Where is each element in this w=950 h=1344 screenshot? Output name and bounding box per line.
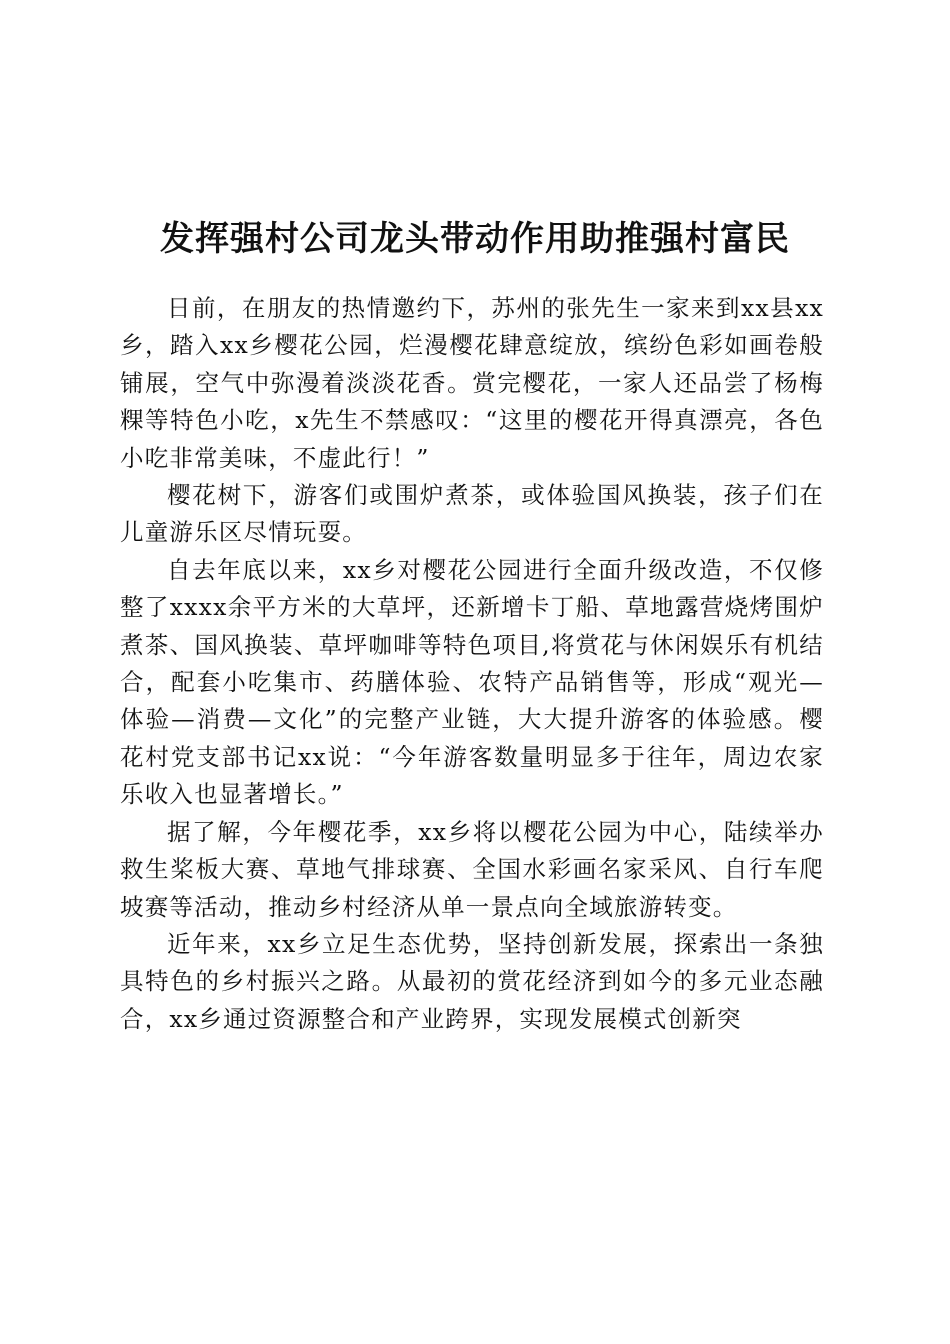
paragraph-1: 日前，在朋友的热情邀约下，苏州的张先生一家来到xx县xx乡，踏入xx乡樱花公园，烂漫樱花肆意绽放，缤纷色彩如画卷般铺展，空气中弥漫着淡淡花香。赏完樱花，一家人还品尝了杨梅粿等特色小吃，x先生不禁感叹：“这里的樱花开得真漂亮，各色小吃非常美味，不虚此行！” xyxy=(120,294,824,472)
paragraph-4: 据了解，今年樱花季，xx乡将以樱花公园为中心，陆续举办救生桨板大赛、草地气排球赛、全国水彩画名家采风、自行车爬坡赛等活动，推动乡村经济从单一景点向全域旅游转变。 xyxy=(120,817,824,921)
paragraph-5: 近年来，xx乡立足生态优势，坚持创新发展，探索出一条独具特色的乡村振兴之路。从最初的赏花经济到如今的多元业态融合，xx乡通过资源整合和产业跨界，实现发展模式创新突 xyxy=(120,929,824,1033)
paragraph-2: 樱花树下，游客们或围炉煮茶，或体验国风换装，孩子们在儿童游乐区尽情玩耍。 xyxy=(120,481,824,547)
document-title: 发挥强村公司龙头带动作用助推强村富民 xyxy=(160,218,790,259)
document-body xyxy=(120,290,824,1038)
paragraph-3: 自去年底以来，xx乡对樱花公园进行全面升级改造，不仅修整了xxxx余平方米的大草坪，还新增卡丁船、草地露营烧烤围炉煮茶、国风换装、草坪咖啡等特色项目,将赏花与休闲娱乐有机结合，配套小吃集市、药膳体验、农特产品销售等，形成“观光—体验—消费—文化”的完整产业链，大大提升游客的体验感。樱花村党支部书记xx说：“今年游客数量明显多于往年，周边农家乐收入也显著增长。” xyxy=(120,555,824,809)
